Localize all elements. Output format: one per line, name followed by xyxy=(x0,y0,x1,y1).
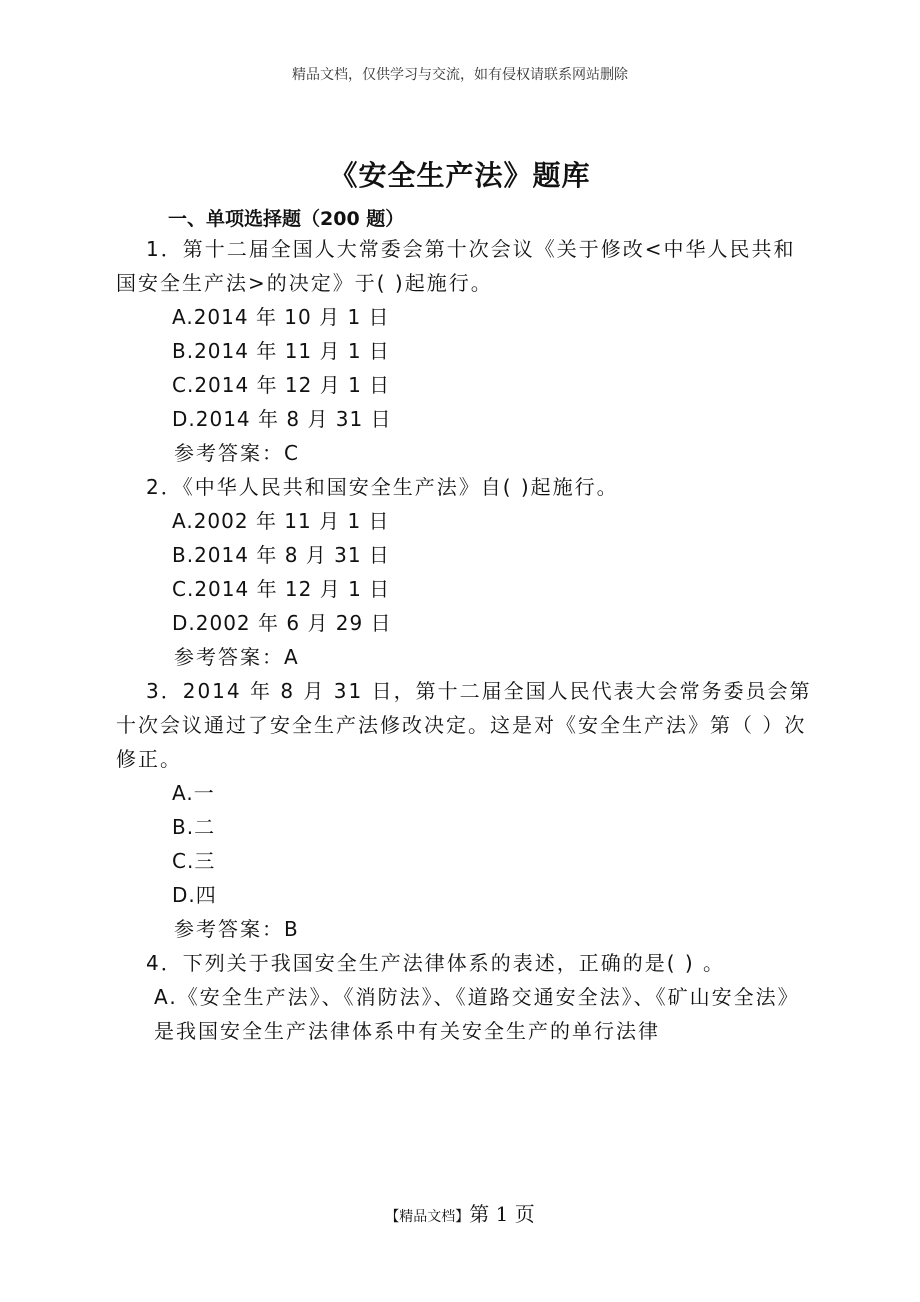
footer-tag: 【精品文档】 xyxy=(385,1209,470,1225)
section-heading: 一、单项选择题（200 题） xyxy=(168,208,405,230)
question-stem: 3．2014 年 8 月 31 日，第十二届全国人民代表大会常务委员会第十次会议通过了安全生产法修改决定。这是对《安全生产法》第（ ）次修正。 xyxy=(116,679,812,771)
question-option: C.2014 年 12 月 1 日 xyxy=(172,577,391,601)
question-option: C.2014 年 12 月 1 日 xyxy=(172,373,391,397)
page-footer xyxy=(0,1198,920,1227)
header-note: 精品文档，仅供学习与交流，如有侵权请联系网站删除 xyxy=(292,67,628,83)
question-option: D.2002 年 6 月 29 日 xyxy=(172,611,392,635)
reference-answer: 参考答案：C xyxy=(174,441,300,465)
reference-answer: 参考答案：B xyxy=(174,917,300,941)
question-option: C.三 xyxy=(172,849,216,873)
question-stem: 2．《中华人民共和国安全生产法》自( )起施行。 xyxy=(146,475,619,499)
question-stem: 1．第十二届全国人大常委会第十次会议《关于修改<中华人民共和国安全生产法>的决定》于( )起施行。 xyxy=(116,237,796,295)
page-number: 第 1 页 xyxy=(469,1202,535,1226)
reference-answer: 参考答案：A xyxy=(174,645,300,669)
question-option: A.一 xyxy=(172,781,215,805)
question-option: B.二 xyxy=(172,815,216,839)
question-option: B.2014 年 11 月 1 日 xyxy=(172,339,390,363)
question-option: D.四 xyxy=(172,883,217,907)
question-option: A.《安全生产法》、《消防法》、《道路交通安全法》、《矿山安全法》是我国安全生产法律体系中有关安全生产的单行法律 xyxy=(154,985,800,1043)
question-list xyxy=(116,232,816,1048)
question-stem: 4．下列关于我国安全生产法律体系的表述，正确的是( ) 。 xyxy=(146,951,726,975)
document-title: 《安全生产法》题库 xyxy=(329,159,591,192)
question-option: D.2014 年 8 月 31 日 xyxy=(172,407,392,431)
question-option: B.2014 年 8 月 31 日 xyxy=(172,543,390,567)
question-option: A.2002 年 11 月 1 日 xyxy=(172,509,390,533)
question-option: A.2014 年 10 月 1 日 xyxy=(172,305,390,329)
